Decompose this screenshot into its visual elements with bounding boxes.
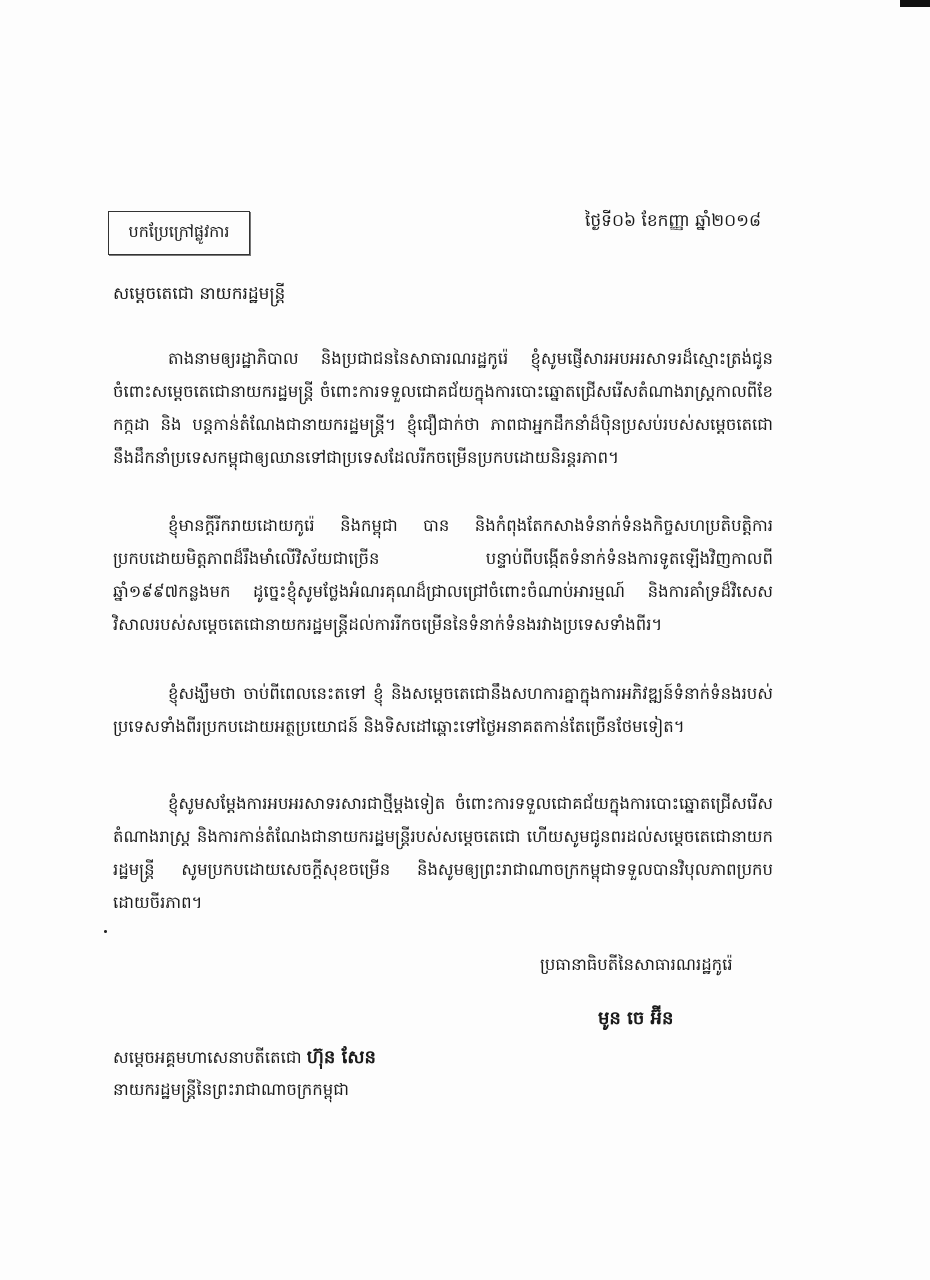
- body-paragraph-1: តាងនាមឲ្យរដ្ឋាភិបាល និងប្រជាជននៃសាធារណរដ្ឋកូរ៉េ ខ្ញុំសូមផ្ញើសារអបអរសាទរដ៏ស្មោះត្រង់ជូនចំពោះសម្តេចតេជោនាយករដ្ឋមន្ត្រី ចំពោះការទទួលជោគជ័យក្នុងការបោះឆ្នោតជ្រើសរើសតំណាងរាស្ត្រកាលពីខែកក្កដា និង បន្តកាន់តំណែងជានាយករដ្ឋមន្ត្រី។ ខ្ញុំជឿជាក់ថា ភាពជាអ្នកដឹកនាំដ៏ប៉ិនប្រសប់របស់សម្តេចតេជោ នឹងដឹកនាំប្រទេសកម្ពុជាឲ្យឈានទៅជាប្រទេសដែលរីកចម្រើនប្រកបដោយនិរន្តរភាព។: [113, 349, 773, 467]
- body-paragraph-4: ខ្ញុំសូមសម្តែងការអបអរសាទរសារជាថ្មីម្តងទៀត ចំពោះការទទួលជោគជ័យក្នុងការបោះឆ្នោតជ្រើសរើសតំណាងរាស្ត្រ និងការកាន់តំណែងជានាយករដ្ឋមន្ត្រីរបស់សម្តេចតេជោ ហើយសូមជូនពរដល់សម្តេចតេជោនាយករដ្ឋមន្ត្រី សូមប្រកបដោយសេចក្តីសុខចម្រើន និងសូមឲ្យព្រះរាជាណាចក្រកម្ពុជាទទួលបានវិបុលភាពប្រកបដោយចីរភាព។: [113, 794, 773, 912]
- signer-name: មូន ចេ អ៊ីន: [598, 1008, 674, 1029]
- body-paragraph-3: ខ្ញុំសង្ឃឹមថា ចាប់ពីពេលនេះតទៅ ខ្ញុំ និងសម្តេចតេជោនឹងសហការគ្នាក្នុងការអភិវឌ្ឍន៍ទំនាក់ទំនងរបស់ប្រទេសទាំងពីរប្រកបដោយអត្ថប្រយោជន៍ និងទិសដៅឆ្ពោះទៅថ្ងៃអនាគតកាន់តែច្រើនថែមទៀត។: [113, 684, 773, 736]
- stamp-label: បកប្រែក្រៅផ្លូវការ: [128, 222, 230, 241]
- recipient-position: នាយករដ្ឋមន្ត្រីនៃព្រះរាជាណាចក្រកម្ពុជា: [113, 1080, 349, 1099]
- body-paragraph-2: ខ្ញុំមានក្តីរីករាយដោយកូរ៉េ និងកម្ពុជា បាន និងកំពុងតែកសាងទំនាក់ទំនងកិច្ចសហប្រតិបត្តិការប្រកបដោយមិត្តភាពដ៏រឹងមាំលើវិស័យជាច្រើន បន្ទាប់ពីបង្កើតទំនាក់ទំនងការទូតឡើងវិញកាលពីឆ្នាំ១៩៩៧កន្លងមក ដូច្នេះខ្ញុំសូមថ្លែងអំណរគុណដ៏ជ្រាលជ្រៅចំពោះចំណាប់អារម្មណ៍ និងការគាំទ្រដ៏វិសេសវិសាលរបស់សម្តេចតេជោនាយករដ្ឋមន្ត្រីដល់ការរីកចម្រើននៃទំនាក់ទំនងរវាងប្រទេសទាំងពីរ។: [113, 516, 773, 634]
- scan-corner-mark: [900, 0, 930, 7]
- recipient-line: [113, 1045, 376, 1072]
- recipient-name: ហ៊ុន សែន: [306, 1047, 376, 1068]
- salutation: សម្តេចតេជោ នាយករដ្ឋមន្ត្រី: [113, 284, 286, 304]
- signer-title: ប្រធានាធិបតីនៃសាធារណរដ្ឋកូរ៉េ: [540, 955, 733, 974]
- scan-speck: [104, 930, 107, 933]
- recipient-prefix: សម្តេចអគ្គមហាសេនាបតីតេជោ: [113, 1048, 302, 1067]
- unofficial-translation-stamp: [108, 211, 250, 255]
- letter-date: ថ្ងៃទី០៦ ខែកញ្ញា ឆ្នាំ២០១៨: [585, 211, 762, 231]
